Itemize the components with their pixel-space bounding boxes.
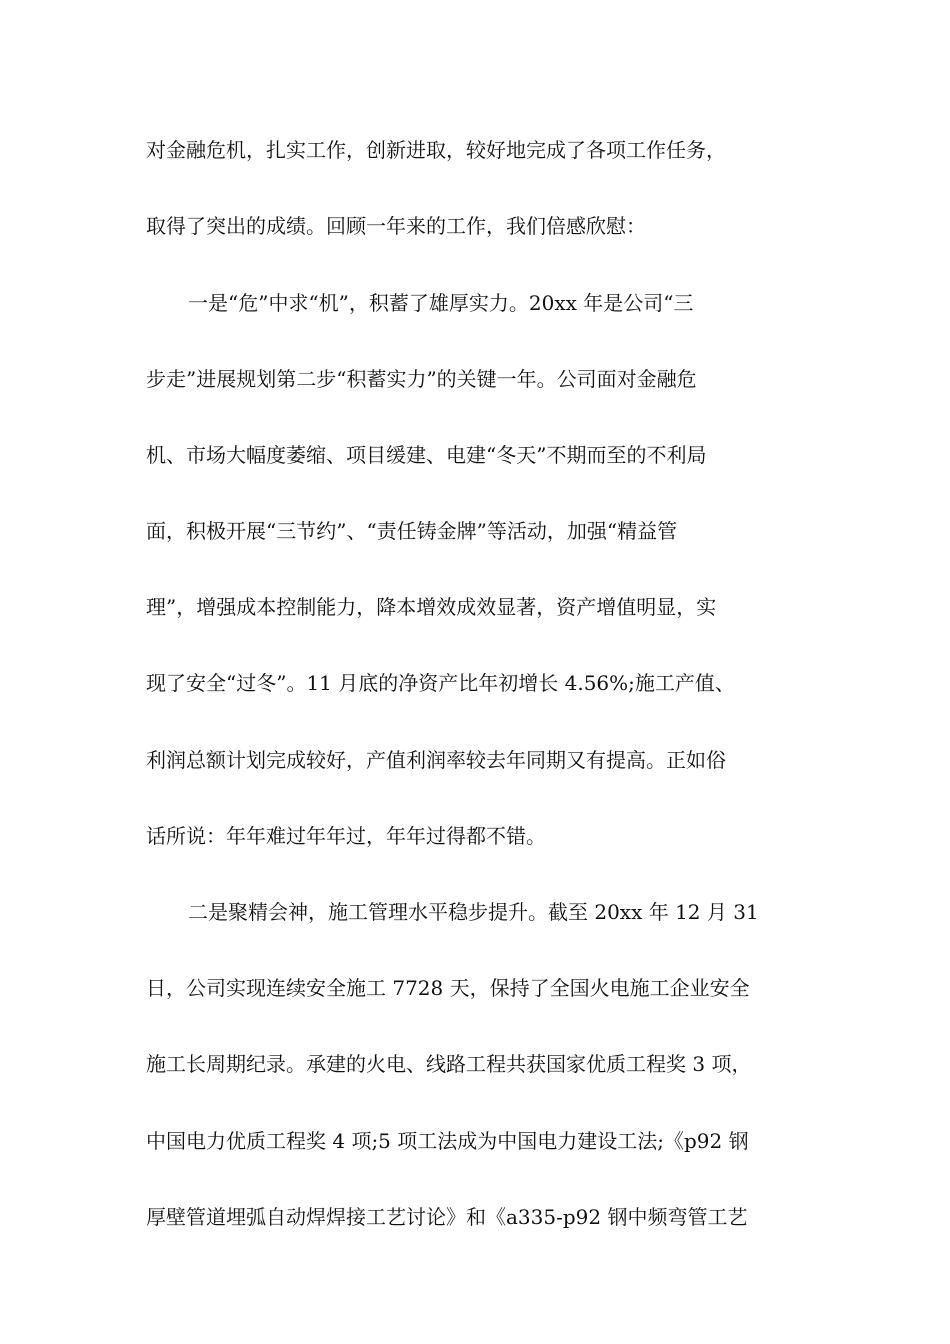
text-line-13: 施工长周期纪录。承建的火电、线路工程共获国家优质工程奖 3 项， [146, 1052, 752, 1076]
text-line-14: 中国电力优质工程奖 4 项;5 项工法成为中国电力建设工法;《p92 钢 [146, 1129, 749, 1153]
text-line-4: 步走”进展规划第二步“积蓄实力”的关键一年。公司面对金融危 [146, 367, 697, 391]
text-line-2: 取得了突出的成绩。回顾一年来的工作，我们倍感欣慰： [146, 214, 646, 238]
text-line-6: 面，积极开展“三节约”、“责任铸金牌”等活动，加强“精益管 [146, 519, 678, 543]
text-line-7: 理”，增强成本控制能力，降本增效成效显著，资产增值明显，实 [146, 595, 717, 619]
text-line-1: 对金融危机，扎实工作，创新进取，较好地完成了各项工作任务， [146, 138, 726, 162]
text-line-5: 机、市场大幅度萎缩、项目缓建、电建“冬天”不期而至的不利局 [146, 443, 707, 467]
text-line-8: 现了安全“过冬”。11 月底的净资产比年初增长 4.56%;施工产值、 [146, 671, 735, 695]
text-line-9: 利润总额计划完成较好，产值利润率较去年同期又有提高。正如俗 [146, 748, 726, 772]
text-line-10: 话所说：年年难过年年过，年年过得都不错。 [146, 824, 546, 848]
text-line-11: 二是聚精会神，施工管理水平稳步提升。截至 20xx 年 12 月 31 [188, 900, 759, 924]
text-line-15: 厚壁管道埋弧自动焊焊接工艺讨论》和《a335-p92 钢中频弯管工艺 [146, 1205, 748, 1229]
text-line-12: 日，公司实现连续安全施工 7728 天，保持了全国火电施工企业安全 [146, 976, 750, 1000]
text-line-3: 一是“危”中求“机”，积蓄了雄厚实力。20xx 年是公司“三 [188, 291, 694, 315]
